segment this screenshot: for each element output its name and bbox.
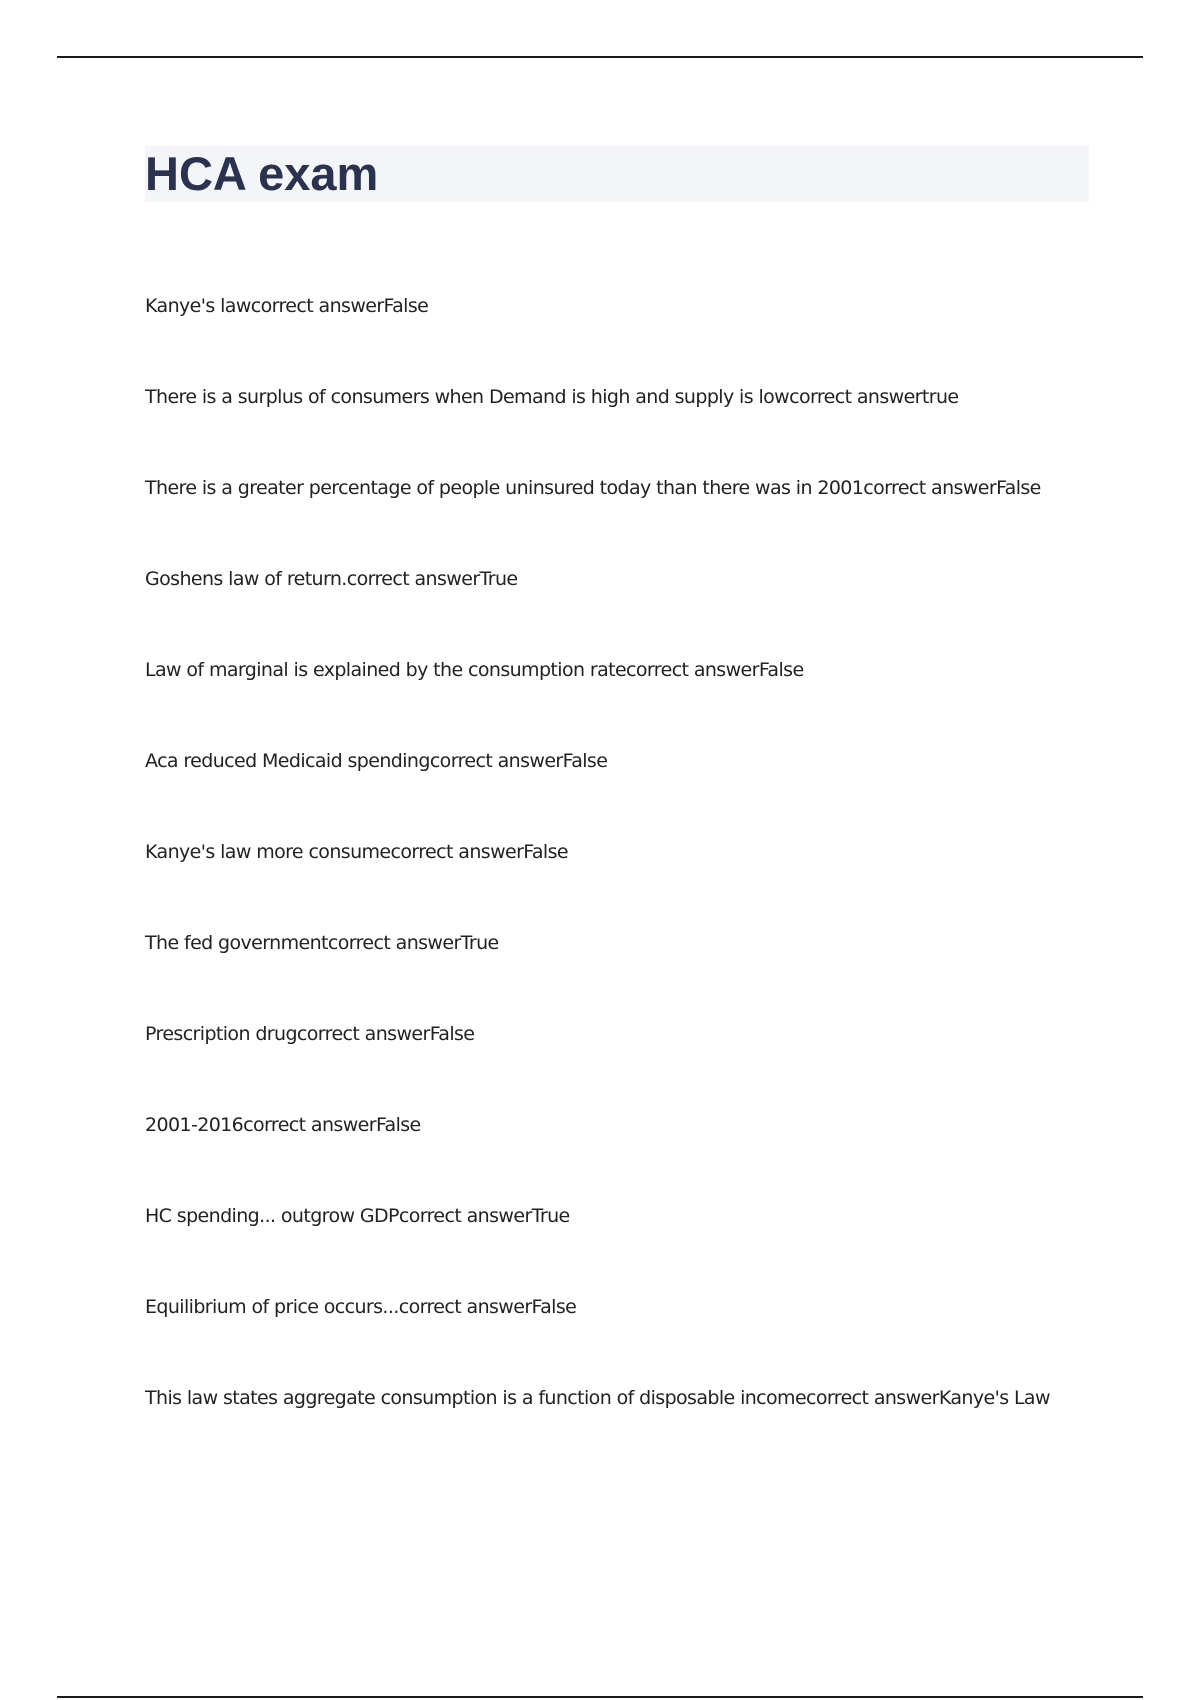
qa-item: Kanye's lawcorrect answerFalse bbox=[145, 295, 429, 317]
qa-item: Aca reduced Medicaid spendingcorrect answerFalse bbox=[145, 750, 608, 772]
qa-item: There is a surplus of consumers when Demand is high and supply is lowcorrect answertrue bbox=[145, 386, 959, 408]
question-answer-list bbox=[145, 289, 1105, 1472]
qa-item: Law of marginal is explained by the consumption ratecorrect answerFalse bbox=[145, 659, 804, 681]
qa-item: 2001-2016correct answerFalse bbox=[145, 1114, 421, 1136]
qa-item: The fed governmentcorrect answerTrue bbox=[145, 932, 499, 954]
qa-item: Kanye's law more consumecorrect answerFalse bbox=[145, 841, 569, 863]
qa-item: This law states aggregate consumption is a function of disposable incomecorrect answerKanye's Law bbox=[145, 1387, 1050, 1409]
qa-item: There is a greater percentage of people uninsured today than there was in 2001correct answerFalse bbox=[145, 477, 1041, 499]
page-title: HCA exam bbox=[145, 147, 379, 200]
qa-item: Prescription drugcorrect answerFalse bbox=[145, 1023, 475, 1045]
qa-item: Equilibrium of price occurs...correct answerFalse bbox=[145, 1296, 577, 1318]
qa-item: HC spending... outgrow GDPcorrect answerTrue bbox=[145, 1205, 570, 1227]
bottom-divider bbox=[57, 1696, 1143, 1698]
qa-item: Goshens law of return.correct answerTrue bbox=[145, 568, 518, 590]
top-divider bbox=[57, 56, 1143, 58]
title-banner bbox=[145, 146, 1089, 202]
